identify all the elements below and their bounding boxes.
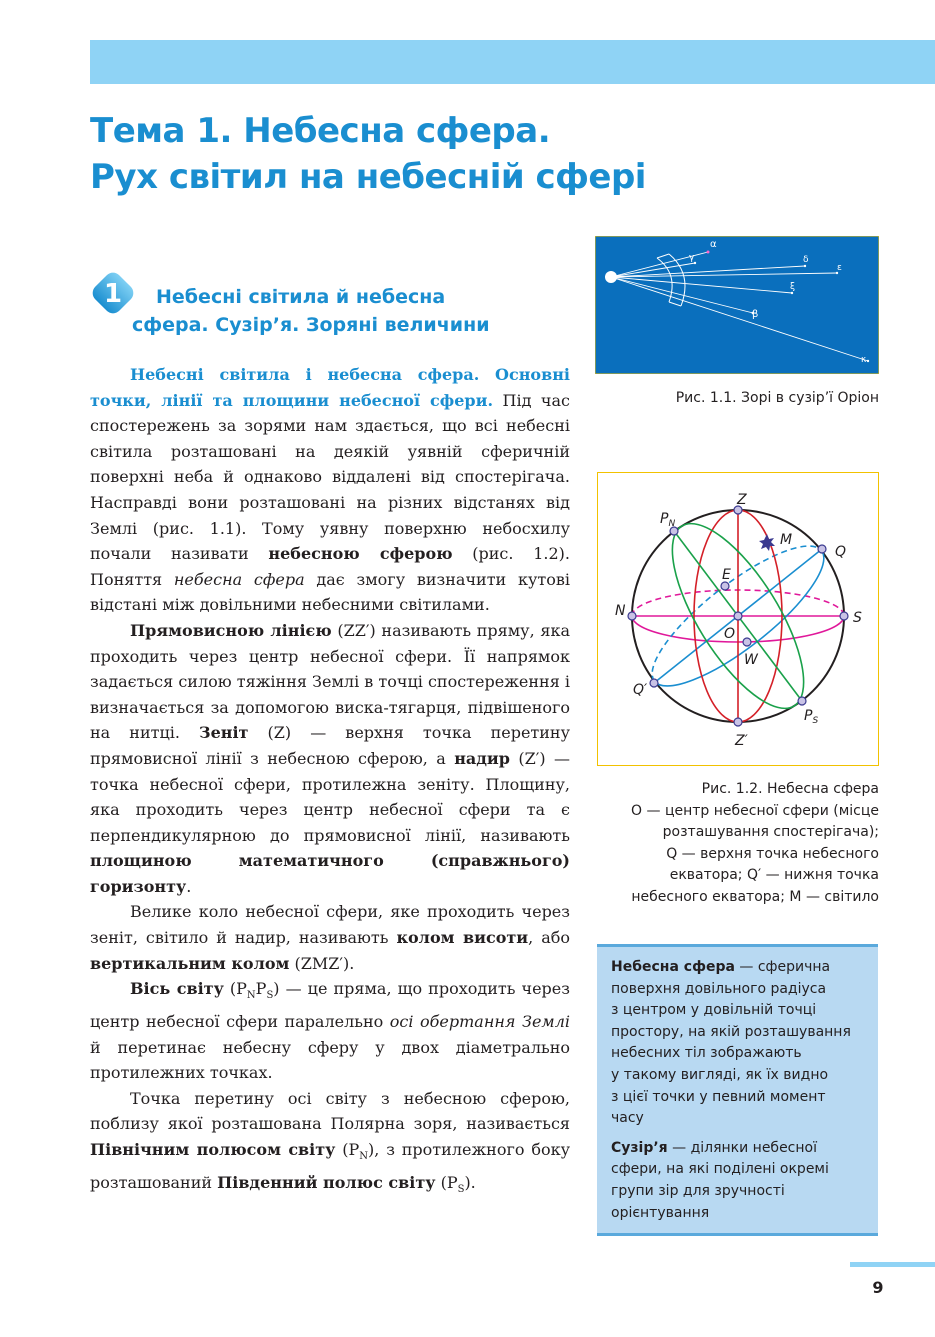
text-run: (рис. 1.2). Поняття	[90, 544, 570, 589]
page-number: 9	[872, 1278, 884, 1297]
page-title	[90, 108, 710, 200]
label-E: E	[722, 567, 731, 583]
text-run: Точка перетину осі світу з небесною сферою, поблизу якої розташована Полярна зоря, називається	[90, 1088, 570, 1134]
figure-celestial-sphere	[597, 472, 879, 766]
figure-1-background	[595, 236, 879, 374]
caption-line: Q — верхня точка небесного	[666, 845, 879, 862]
text-run: (P	[335, 1140, 360, 1159]
term-world-axis: Вісь світу	[130, 979, 224, 999]
text-run: (P	[223, 979, 247, 999]
subscript: S	[457, 1183, 465, 1195]
paragraph-5	[90, 1086, 570, 1203]
section-title-line-2: сфера. Сузір’я. Зоряні величини	[132, 314, 490, 336]
definition-text: групи зір для зручності	[611, 1182, 785, 1199]
definition-constellation	[611, 1138, 868, 1224]
caption-line: небесного екватора; M — світило	[631, 888, 879, 905]
subscript: S	[266, 990, 274, 1002]
section-number: 1	[103, 279, 123, 309]
caption-line: розташування спостерігача);	[662, 824, 879, 841]
paragraph-4	[90, 976, 570, 1086]
term-celestial-sphere: небесною сферою	[268, 544, 453, 564]
text-run: .	[186, 876, 192, 896]
star-label-alpha: α	[710, 239, 717, 250]
label-Q-prime: Q′	[633, 682, 648, 698]
paragraph-1	[90, 362, 570, 618]
label-W: W	[744, 652, 758, 668]
definition-text: поверхня довільного радіуса	[611, 980, 827, 997]
page-title-line-2: Рух світил на небесній сфері	[90, 157, 646, 197]
text-run: (P	[435, 1172, 458, 1192]
term-nadir: надир	[454, 748, 510, 768]
text-run: ).	[464, 1172, 476, 1192]
star-label-kappa: κ	[861, 355, 867, 365]
definition-text: — ділянки небесної	[667, 1139, 817, 1156]
caption-line: O — центр небесної сфери (місце	[631, 802, 879, 819]
definition-celestial-sphere	[611, 957, 868, 1130]
text-run: ) — це пряма, що проходить через центр небесної сфери паралельно	[90, 979, 570, 1032]
label-N: N	[615, 603, 626, 619]
definition-text: з цієї точки у певний момент	[611, 1088, 826, 1105]
star-label-xi: ξ	[790, 282, 796, 292]
label-O: O	[724, 626, 736, 642]
label-S: S	[853, 610, 862, 626]
text-run: P	[255, 979, 267, 999]
star-label-epsilon: ε	[837, 263, 842, 273]
definition-text: часу	[611, 1110, 644, 1127]
text-run: , або	[528, 928, 571, 948]
paragraph-2	[90, 618, 570, 900]
text-run: Під час спостережень за зорями нам здається, що всі небесні світила розташовані на деякій уявній сферичній поверхні неба й однаково віддалені від спостерігача. Насправді вони розташовані на різних відстанях від Землі (рис. 1.1). Тому уявну поверхню небосхилу почали називати	[90, 390, 570, 564]
observer-dot	[605, 271, 617, 283]
star-delta	[804, 265, 806, 267]
term-horizon-plane: площиною математичного (справжнього) горизонту	[90, 851, 570, 896]
term-plumb-line: Прямовисною лінією	[130, 620, 332, 640]
subscript: N	[246, 990, 256, 1002]
star-label-gamma: γ	[689, 253, 695, 263]
term-south-celestial-pole: Південний полюс світу	[217, 1172, 436, 1192]
paragraph-1-heading: Небесні світила і небесна сфера. Основні точки, лінії та площини небесної сфери.	[90, 365, 570, 410]
caption-line: Рис. 1.2. Небесна сфера	[701, 781, 879, 797]
italic-term: осі обертання Землі	[389, 1012, 570, 1032]
term-north-celestial-pole: Північним полюсом світу	[90, 1140, 336, 1159]
caption-line: екватора; Q′ — нижня точка	[669, 867, 879, 884]
point-Q-prime	[650, 679, 658, 687]
star-alpha	[707, 251, 710, 254]
label-M: M	[780, 532, 793, 548]
definition-text: сфери, на які поділені окремі	[611, 1161, 829, 1178]
label-Z: Z	[737, 492, 747, 508]
section-title	[132, 283, 562, 339]
term-vertical-circle: вертикальним колом	[90, 953, 290, 973]
section-number-badge	[90, 270, 136, 316]
italic-term: небесна сфера	[173, 569, 305, 589]
definition-text: небесних тіл зображають	[611, 1045, 802, 1062]
definition-text: з центром у довільній точці	[611, 1002, 817, 1019]
text-run: (Z′) — точка небесної сфери, протилежна зеніту. Площину, яка проходить через центр небесної сфери та є перпендикулярною до прямовисної лінії, називають	[90, 748, 570, 845]
definitions-box	[597, 944, 878, 1236]
star-label-delta: δ	[803, 255, 809, 265]
point-south	[840, 612, 848, 620]
point-Q	[818, 545, 826, 553]
label-Z-prime: Z′	[735, 733, 748, 749]
point-center	[734, 612, 742, 620]
text-run: дає змогу визначити кутові відстані між довільними небесними світилами.	[90, 569, 570, 615]
definition-text: орієнтування	[611, 1204, 710, 1221]
text-run: ), з протилежного боку розташований	[90, 1140, 571, 1192]
text-run: й перетинає небесну сферу у двох діаметрально протилежних точках.	[90, 1037, 570, 1083]
point-E	[721, 582, 729, 590]
text-run: (ZZ′) називають пряму, яка проходить через центр небесної сфери. Її напрямок задається силою тяжіння Землі в точці спостереження і визначається за допомогою виска-тягарця, підвішеного на нитці.	[90, 620, 571, 743]
point-north	[628, 612, 636, 620]
page-title-line-1: Тема 1. Небесна сфера.	[90, 111, 551, 151]
star-kappa	[867, 360, 869, 362]
subscript: N	[359, 1151, 369, 1163]
section-title-line-1: Небесні світила й небесна	[156, 286, 446, 308]
definition-text: простору, на якій розташування	[611, 1023, 851, 1040]
term-altitude-circle: колом висоти	[396, 928, 529, 948]
point-W	[743, 638, 751, 646]
text-run: (Z) — верхня точка перетину прямовисної лінії з небесною сферою, а	[90, 723, 571, 768]
main-text	[90, 362, 570, 1203]
point-south-pole	[798, 697, 806, 705]
definition-text: — сферична	[734, 959, 831, 975]
definition-term: Сузір’я	[611, 1139, 668, 1156]
point-nadir	[734, 718, 742, 726]
term-zenith: Зеніт	[199, 723, 249, 743]
figure-orion-stars	[595, 236, 879, 374]
label-PN: $P_N$	[660, 511, 676, 529]
definition-text: у такому вигляді, як їх видно	[611, 1066, 829, 1083]
figure-1-caption: Рис. 1.1. Зорі в сузір’ї Оріон	[675, 390, 879, 406]
figure-2-caption	[595, 779, 879, 909]
text-run: Велике коло небесної сфери, яке проходить через зеніт, світило й надир, називають	[90, 902, 570, 948]
top-color-bar	[90, 40, 935, 84]
text-run: (ZMZ′).	[289, 953, 355, 973]
star-label-beta: β	[752, 309, 759, 320]
label-PS: $P_S$	[804, 708, 819, 726]
definition-term: Небесна сфера	[611, 959, 735, 975]
footer-color-bar	[850, 1262, 935, 1267]
paragraph-3	[90, 899, 570, 976]
label-Q: Q	[835, 544, 847, 560]
star-xi	[791, 292, 793, 294]
